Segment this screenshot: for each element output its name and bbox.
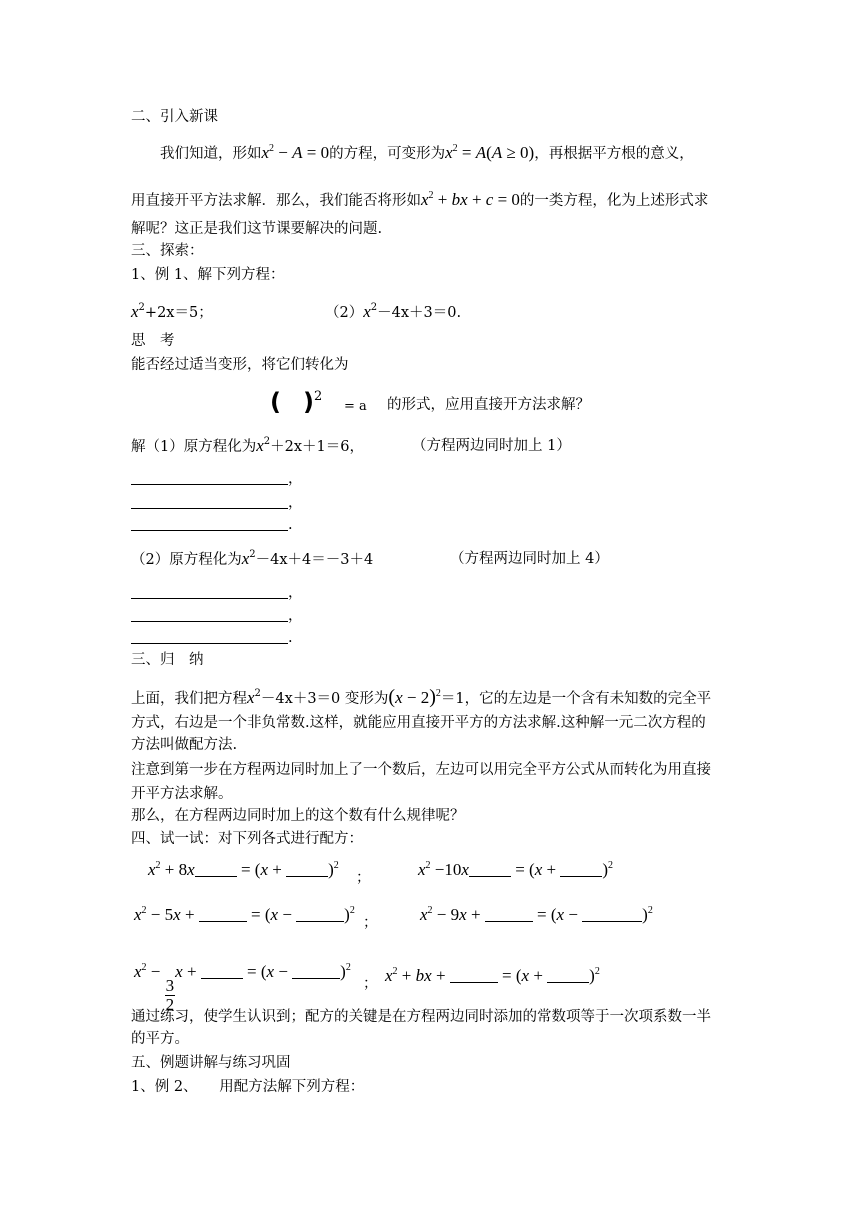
- exercise-formula: $x^2 + 8x = (x + )^2$: [148, 860, 339, 879]
- paragraph-line: 我们知道，形如$x^2 - A = 0$的方程，可变形为$x^2 = A(A \ge 0)$，再根据平方根的意义，: [160, 143, 694, 162]
- section-heading-explore: 三、探索：: [131, 243, 204, 259]
- exercise-formula: $x^2 -10x = (x + )^2$: [418, 860, 613, 879]
- semicolon: ；: [363, 976, 378, 992]
- exercise-formula: $x^2 - 5x$ + = $(x - )^2$: [134, 905, 355, 924]
- section-heading-try: 四、试一试：对下列各式进行配方：: [131, 831, 363, 847]
- equation-line: $(2)x^2-4x+3=0$.: [325, 302, 462, 321]
- paragraph-line: 那么，在方程两边同时加上的这个数有什么规律呢？: [131, 808, 465, 824]
- equation: $x^2 - A = 0$: [261, 143, 330, 162]
- paragraph-line: 注意到第一步在方程两边同时加上了一个数后，左边可以用完全平方公式从而转化为用直接: [131, 762, 711, 778]
- paragraph-line: 方法叫做配方法.: [131, 737, 238, 753]
- example-title: 1、例 1、解下列方程：: [131, 267, 285, 283]
- paragraph-line: 上面，我们把方程$x^2-4x+3=0$ 变形为$(x - 2)^2=1$，它的左边是一个含有未知数的完全平: [131, 686, 712, 708]
- answer-blank: ，: [131, 606, 303, 626]
- paragraph-line: 用直接开平方法求解．那么，我们能否将形如$x^2$ + bx + c = 0的一类方程，化为上述形式求: [131, 190, 709, 209]
- equation-line: $x^2+2x=5$；: [131, 302, 213, 321]
- exercise-formula: $x^2$ + bx + = $(x + )^2$: [385, 966, 600, 985]
- equation: $x^2$ + bx + c = 0: [421, 190, 520, 209]
- solution-note: （方程两边同时加上 1）: [412, 438, 571, 454]
- answer-blank: ，: [131, 493, 303, 513]
- section-heading-summary: 三、归 纳: [131, 652, 204, 668]
- semicolon: ；: [356, 870, 371, 886]
- section-heading-intro: 二、引入新课: [131, 109, 218, 125]
- solution-line: 解（1）原方程化为$x^2+2x+1=6$，: [131, 436, 365, 455]
- answer-blank: .: [131, 515, 293, 535]
- square-form: ( )2: [270, 388, 323, 416]
- example-title: 1、例 2、 用配方法解下列方程：: [131, 1079, 365, 1095]
- exercise-formula: $x^2 - 9x$ + = $(x - )^2$: [420, 905, 653, 924]
- square-form-eq: = a: [344, 399, 367, 414]
- answer-blank: ，: [131, 583, 303, 603]
- semicolon: ；: [363, 915, 378, 931]
- solution-note: （方程两边同时加上 4）: [450, 551, 609, 567]
- conclusion-line: 通过练习，使学生认识到；配方的关键是在方程两边同时添加的常数项等于一次项系数一半: [131, 1009, 711, 1025]
- exercise-formula: $x^2$ − $\frac{3}{2}$ x + = $(x - )^2$: [134, 962, 351, 1014]
- think-question: 能否经过适当变形，将它们转化为: [131, 357, 349, 373]
- equation: $x^2 = A(A \ge 0)$: [445, 143, 535, 162]
- paragraph-line: 解呢？这正是我们这节课要解决的问题.: [131, 221, 383, 237]
- paragraph-line: 方式，右边是一个非负常数.这样，就能应用直接开平方的方法求解.这种解一元二次方程的: [131, 715, 706, 731]
- paragraph-line: 开平方法求解。: [131, 786, 233, 802]
- section-heading-examples: 五、例题讲解与练习巩固: [131, 1055, 291, 1071]
- think-label: 思 考: [131, 333, 175, 349]
- solution-line: （2）原方程化为$x^2-4x+4=-3+4$: [131, 549, 374, 568]
- answer-blank: .: [131, 628, 293, 648]
- answer-blank: ，: [131, 469, 303, 489]
- form-text: 的形式，应用直接开方法求解？: [387, 397, 590, 413]
- conclusion-line: 的平方。: [131, 1031, 189, 1047]
